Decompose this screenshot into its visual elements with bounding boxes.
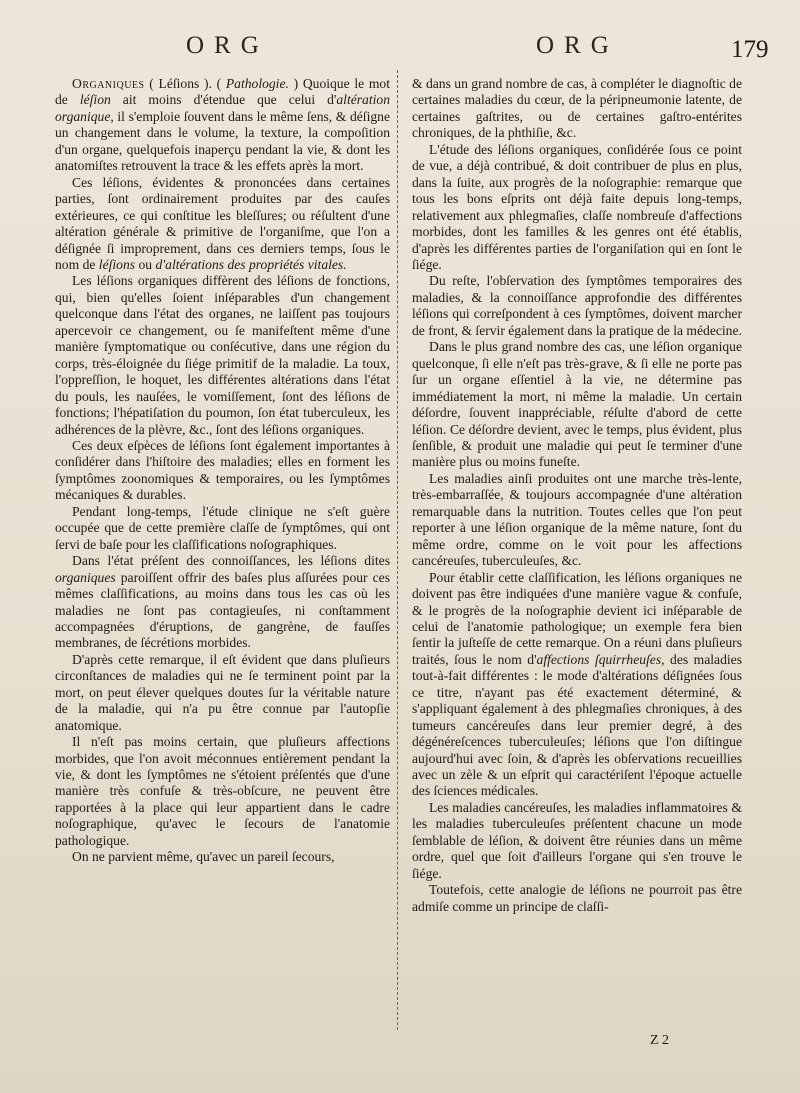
paragraph bbox=[55, 76, 390, 175]
text-run: Dans l'état préſent des connoiſſances, les léſions dites bbox=[72, 553, 390, 569]
italic-run: organiques bbox=[55, 569, 116, 585]
text-run: Ces léſions, évidentes & prononcées dans certaines parties, ſont ordinairement produites par des cauſes extérieures, ce qui conſtitue les bleſſures; ou réſultent d'une altération générale & primitive de l'organiſme, que l'on a déſignée ſi improprement, dans ces derniers temps, ſous le nom de bbox=[55, 174, 390, 272]
page-number: 179 bbox=[731, 36, 769, 63]
text-run: , il s'emploie ſouvent dans le même ſens, & déſigne un changement dans le volume, la texture, la compoſition d'un organe, quelquefois inaperçu pendant la vie, & dont les anatomiſtes retrouvent la trace & les effets après la mort. bbox=[55, 108, 390, 174]
paragraph: Toutefois, cette analogie de léſions ne pourroit pas être admiſe comme un principe de claſſi- bbox=[412, 882, 742, 914]
left-column bbox=[55, 76, 390, 866]
paragraph: L'étude des léſions organiques, conſidérée ſous ce point de vue, a déjà contribué, & doit contribuer de plus en plus, dans la ſuite, aux progrès de la noſographie: remarque que tous les bons eſprits ont déjà faite depuis long-temps, relativement aux phlegmaſies, claſſe nombreuſe d'affections morbides, dont les familles & les genres ont été établis, d'après les différentes parties de l'organiſation qui en ſont le ſiége. bbox=[412, 141, 742, 272]
italic-run: altération organique bbox=[55, 92, 390, 124]
paragraph bbox=[55, 553, 390, 652]
italic-run: léſion bbox=[79, 92, 111, 108]
paragraph: Ces deux eſpèces de léſions ſont également importantes à conſidérer dans l'hiſtoire des maladies; elles en forment les ſymptômes zoonomiques & temporaires, ou les ſymptômes mécaniques & durables. bbox=[55, 437, 390, 503]
paragraph: Il n'eſt pas moins certain, que pluſieurs affections morbides, que l'on avoit méconnues entièrement pendant la vie, & dont les ſymptômes ne s'étoient préſentés que d'une manière très confuſe & très-obſcure, ne peuvent être rapportées à la place qui leur appartient dans le cadre noſographique, qu'avec le ſecours de l'anatomie pathologique. bbox=[55, 734, 390, 848]
running-head-right: ORG bbox=[536, 32, 619, 59]
text-run: ( Léſions ). ( bbox=[144, 76, 226, 91]
italic-run: Pathologie. bbox=[225, 76, 289, 91]
paragraph: Les maladies ainſi produites ont une marche très-lente, très-embarraſſée, & toujours accompagnée d'une altération remarquable dans la nutrition. Toutes celles que l'on peut reporter à une léſion organique de la même nature, ſont du même ordre, comme on le voit pour les affections cancéreuſes, tuberculeuſes, &c. bbox=[412, 470, 742, 569]
column-divider bbox=[397, 70, 398, 1030]
paragraph: & dans un grand nombre de cas, à compléter le diagnoſtic de certaines maladies du cœur, de la péripneumonie latente, de certaines gaſtrites, ou de certaines gaſtro-entérites chroniques, de la phthiſie, &c. bbox=[412, 76, 742, 141]
paragraph bbox=[55, 175, 390, 274]
paragraph: Dans le plus grand nombre des cas, une léſion organique quelconque, ſi elle n'eſt pas très-grave, & ſi elle ne porte pas ſur un organe eſſentiel à la vie, ne détermine pas immédiatement la mort, ni même la maladie. Un certain déſordre, ſouvent inappréciable, réſulte d'abord de cette léſion. Ce déſordre devient, avec le temps, plus évident, plus ſenſible, & produit une maladie qui peut ſe terminer d'une manière plus ou moins funeſte. bbox=[412, 339, 742, 470]
text-run: Pour établir cette claſſification, les léſions organiques ne doivent pas être indiquées d'une manière vague & confuſe, & le progrès de la noſographie devient ici inſéparable de celui de l'anatomie pathologique; un exemple fera bien ſentir la juſteſſe de cette remarque. On a réuni dans pluſieurs traités, ſous le nom d' bbox=[412, 569, 742, 667]
paragraph: On ne parvient même, qu'avec un pareil ſecours, bbox=[72, 849, 335, 865]
italic-run: léſions bbox=[98, 256, 136, 272]
text-run: paroiſſent offrir des baſes plus aſſurées pour ces mêmes claſſifications, au moins dans tous les cas où les maladies ne ſont pas contagieuſes, ni conſtamment accompagnées d'éruptions, de gangrène, de fauſſes membranes, de ſécrétions morbides. bbox=[55, 569, 390, 651]
entry-headword: Organiques bbox=[72, 76, 145, 91]
text-run: , des maladies tout-à-fait différentes : le mode d'altérations déſignées ſous ce titre, n'ayant pas été exactement déterminé, & s'appliquant également à des phlegmaſies chroniques, à des tumeurs cancéreuſes dans leur premier degré, à des dégénéreſcences tuberculeuſes; léſions que l'on diſtingue aujourd'hui avec ſoin, & d'après les obſervations recueillies avec un zèle & un eſprit qui caractériſent l'époque actuelle des ſciences médicales. bbox=[412, 651, 742, 799]
right-column bbox=[412, 76, 742, 915]
text-run: ait moins d'étendue que celui d' bbox=[110, 92, 337, 108]
text-run: ) Quoique le mot de bbox=[55, 76, 390, 108]
paragraph: Pendant long-temps, l'étude clinique ne s'eſt guère occupée que de cette première claſſe de ſymptômes, qui ont ſervi de baſe pour les claſſifications noſographiques. bbox=[55, 503, 390, 552]
running-head-left: ORG bbox=[186, 32, 269, 59]
signature-mark: Z 2 bbox=[650, 1033, 670, 1048]
paragraph: Les léſions organiques diffèrent des léſions de fonctions, qui, bien qu'elles ſoient inſéparables d'un changement quelconque dans l'état des organes, ne laiſſent pas toujours apercevoir ce changement, ou ſe manifeſtent même d'une manière ſymptomatique ou conſécutive, dans une région du corps, très-éloignée du ſiége primitif de la maladie. La toux, l'oppreſſion, le hoquet, les différentes altérations dans l'état du pouls, les nauſées, le vomiſſement, ſont des léſions de fonctions; l'hépatiſation du poumon, ſon état tuberculeux, les adhérences de la plèvre, &c., ſont des léſions organiques. bbox=[55, 273, 390, 437]
paragraph bbox=[412, 570, 742, 800]
italic-run: affections ſquirrheuſes bbox=[536, 651, 662, 667]
paragraph: Les maladies cancéreuſes, les maladies inflammatoires & les maladies tuberculeuſes préſentent chacune un mode ſemblable de léſion, & doivent être réunies dans un même ordre, quel que ſoit d'ailleurs l'organe qui s'en trouve le ſiége. bbox=[412, 799, 742, 881]
paragraph: Du reſte, l'obſervation des ſymptômes temporaires des maladies, & la connoiſſance approfondie des différentes léſions qui correſpondent à ces ſymptômes, doivent marcher de front, & ſervir également dans la pratique de la médecine. bbox=[412, 273, 742, 338]
paragraph: D'après cette remarque, il eſt évident que dans pluſieurs circonſtances de maladies qui ne ſe terminent point par la mort, on peut élever quelques doutes ſur la véritable nature de la maladie, qui n'a pu être connue par l'autopſie anatomique. bbox=[55, 651, 390, 733]
italic-run: d'altérations des propriétés vitales. bbox=[155, 256, 347, 272]
text-run: ou bbox=[135, 256, 156, 272]
